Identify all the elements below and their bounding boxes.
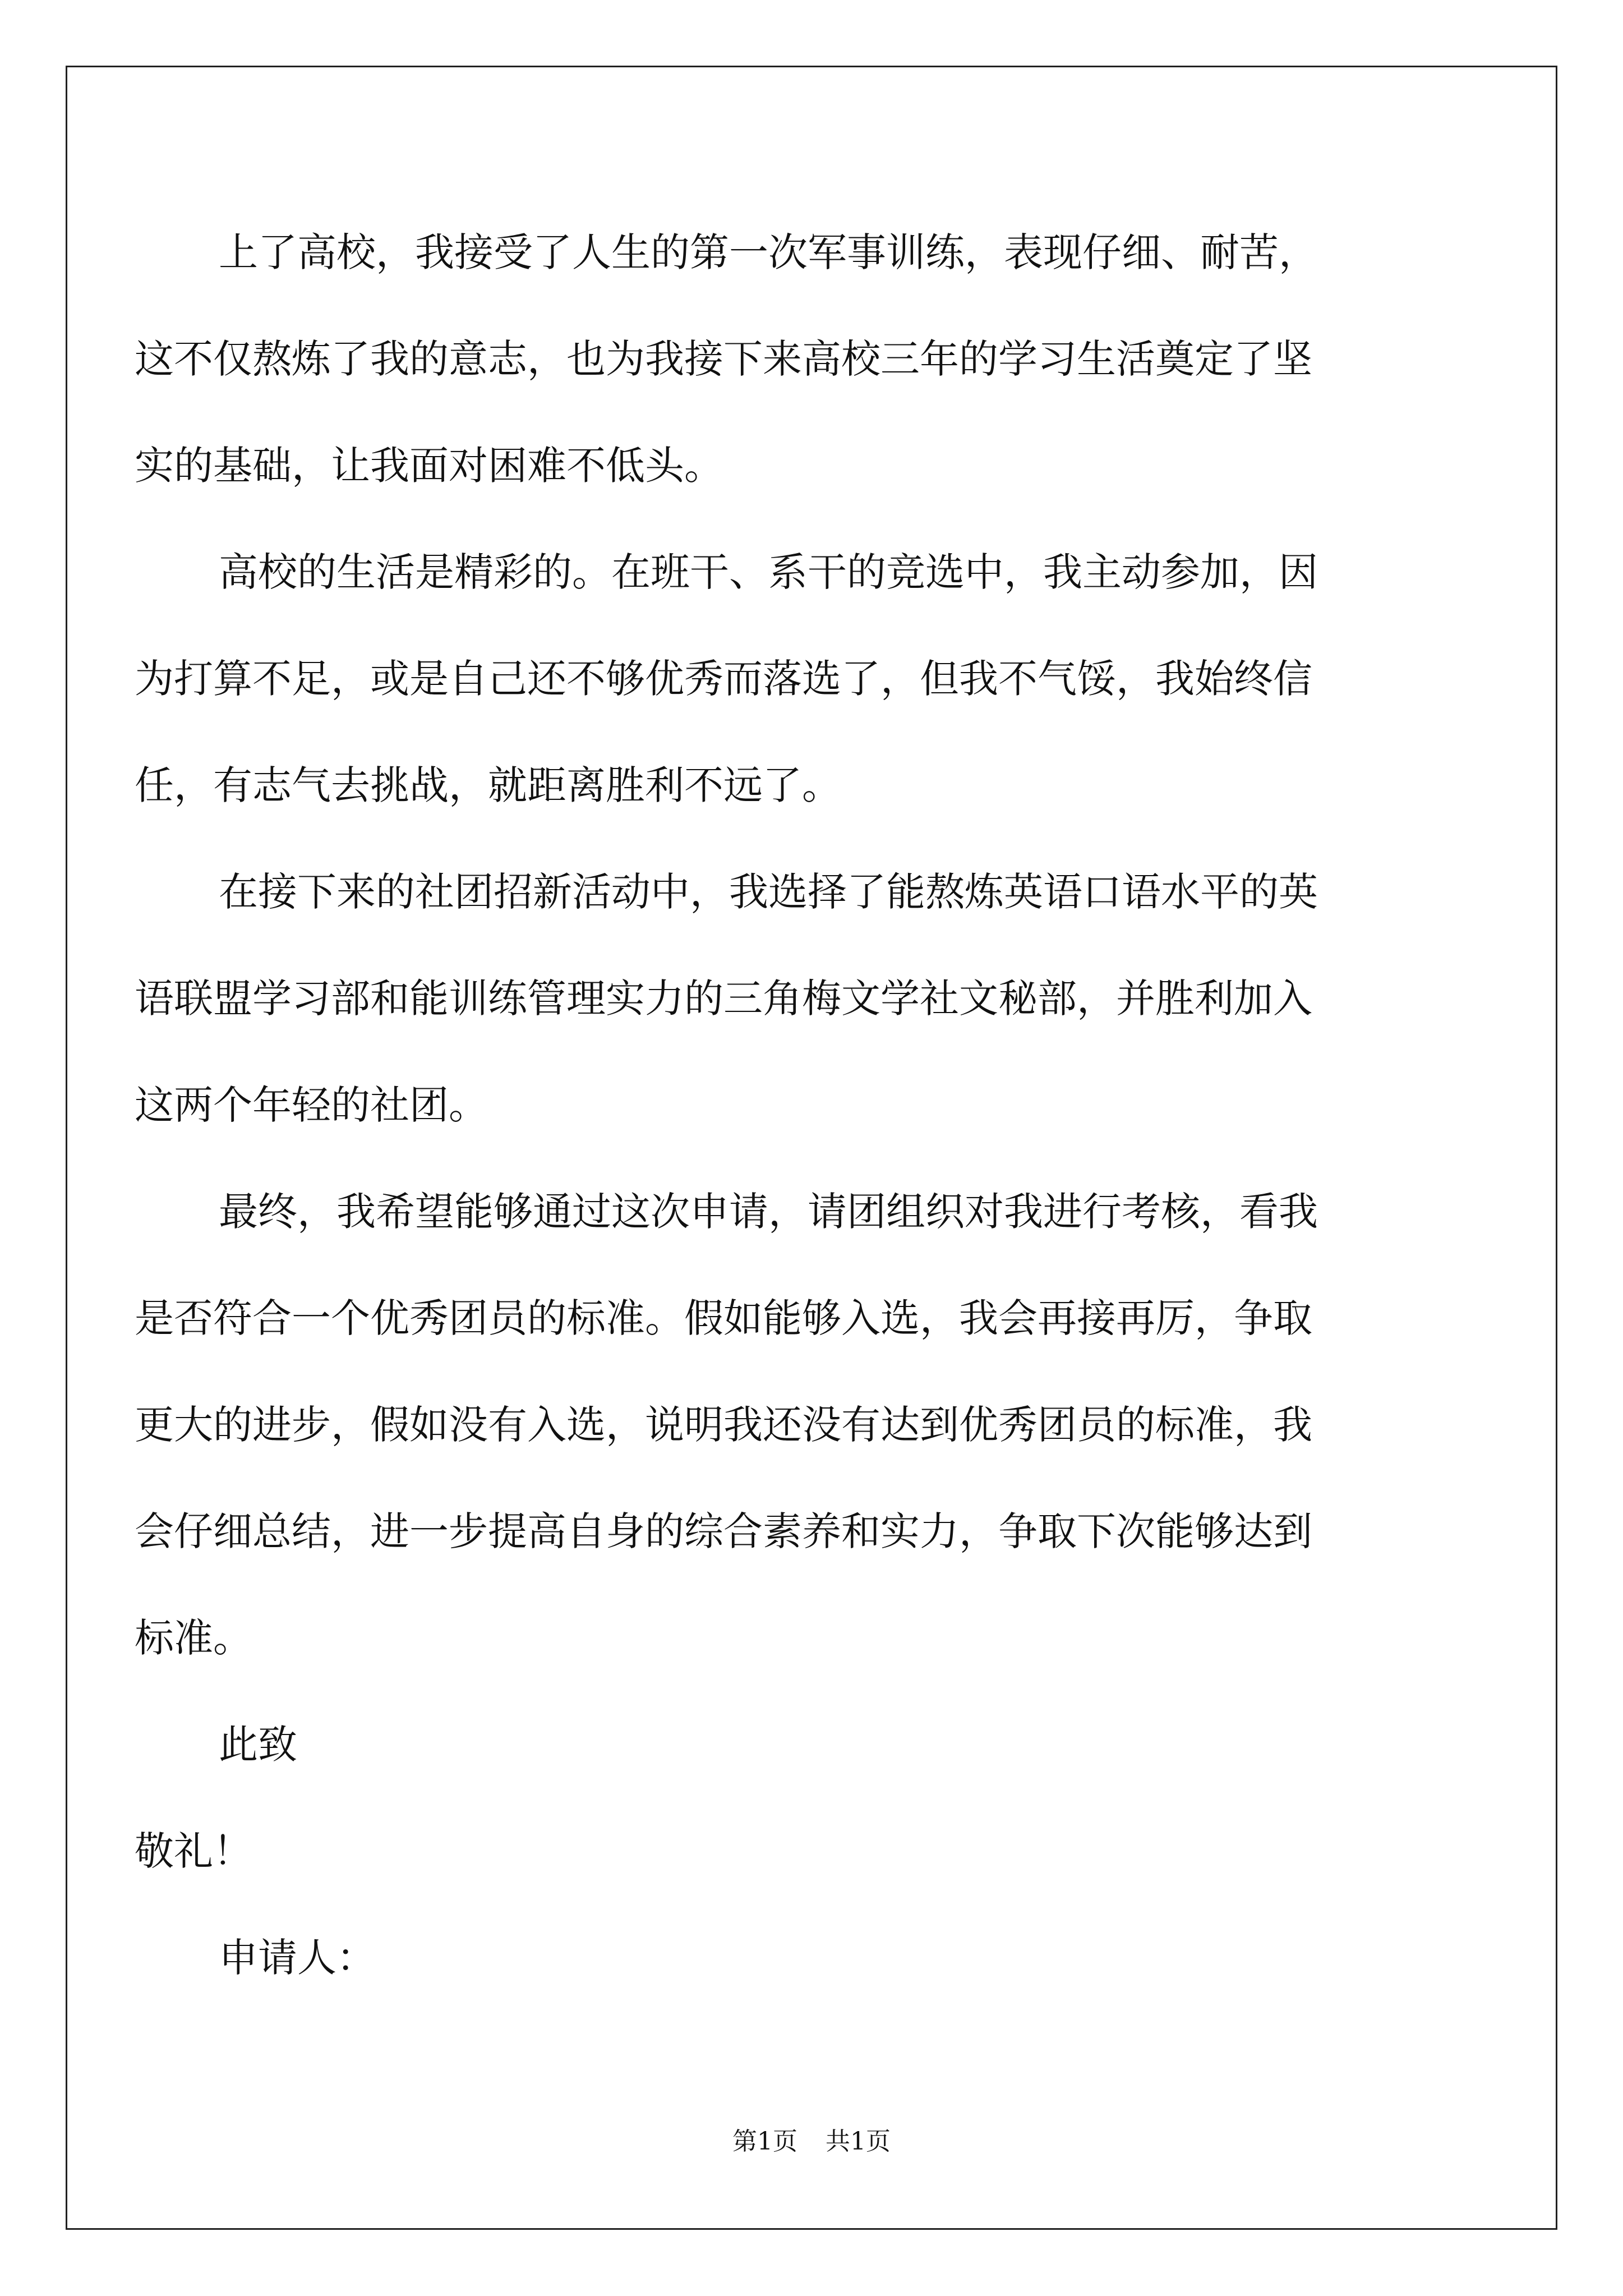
page-border xyxy=(66,66,1557,2230)
paragraph-3-line-1: 在接下来的社团招新活动中，我选择了能熬炼英语口语水平的英 xyxy=(219,869,1318,915)
applicant-label: 申请人： xyxy=(219,1935,376,1981)
paragraph-3-line-3: 这两个年轻的社团。 xyxy=(135,1082,488,1128)
paragraph-4-line-2: 是否符合一个优秀团员的标准。假如能够入选，我会再接再厉，争取 xyxy=(135,1295,1312,1341)
paragraph-4-line-3: 更大的进步，假如没有入选，说明我还没有达到优秀团员的标准，我 xyxy=(135,1402,1312,1448)
paragraph-3-line-2: 语联盟学习部和能训练管理实力的三角梅文学社文秘部，并胜利加入 xyxy=(135,976,1312,1022)
closing-cizhi: 此致 xyxy=(219,1722,297,1768)
paragraph-4-line-5: 标准。 xyxy=(135,1615,252,1661)
page-number: 第1页 xyxy=(732,2127,797,2156)
paragraph-4-line-4: 会仔细总结，进一步提高自身的综合素养和实力，争取下次能够达到 xyxy=(135,1508,1312,1554)
paragraph-2-line-2: 为打算不足，或是自己还不够优秀而落选了，但我不气馁，我始终信 xyxy=(135,656,1312,702)
paragraph-1-line-1: 上了高校，我接受了人生的第一次军事训练，表现仔细、耐苦， xyxy=(219,229,1318,275)
page-total: 共1页 xyxy=(826,2127,891,2156)
page-footer xyxy=(0,2126,1623,2157)
paragraph-2-line-1: 高校的生活是精彩的。在班干、系干的竞选中，我主动参加，因 xyxy=(219,549,1318,595)
closing-jingli: 敬礼！ xyxy=(135,1828,252,1874)
paragraph-1-line-3: 实的基础，让我面对困难不低头。 xyxy=(135,443,723,489)
paragraph-1-line-2: 这不仅熬炼了我的意志，也为我接下来高校三年的学习生活奠定了坚 xyxy=(135,336,1312,382)
paragraph-2-line-3: 任，有志气去挑战，就距离胜利不远了。 xyxy=(135,762,841,808)
paragraph-4-line-1: 最终，我希望能够通过这次申请，请团组织对我进行考核，看我 xyxy=(219,1189,1318,1235)
